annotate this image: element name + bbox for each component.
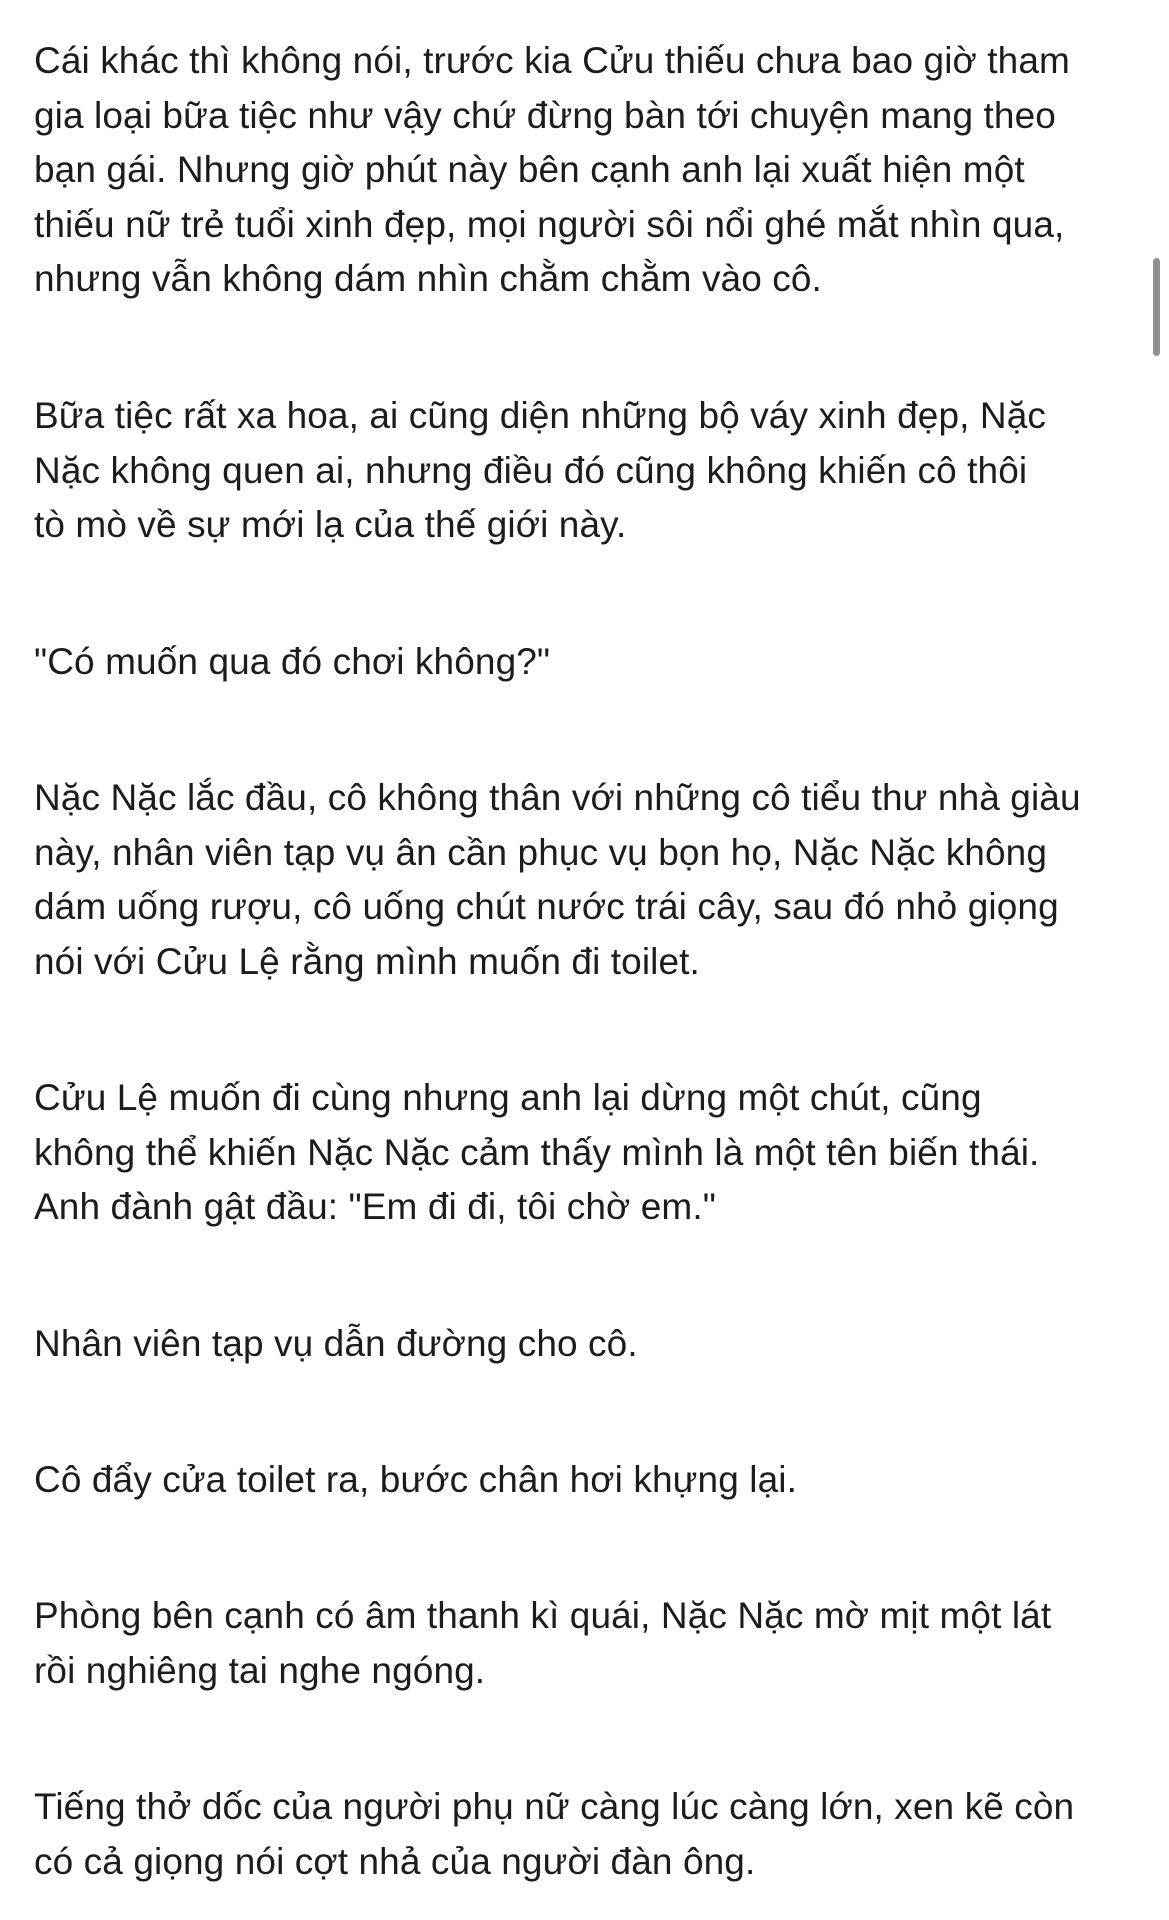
text-line: không thể khiến Nặc Nặc cảm thấy mình là một tên biến thái. [34, 1131, 1040, 1173]
paragraph-5 [34, 1071, 1134, 1235]
text-line: Nhân viên tạp vụ dẫn đường cho cô. [34, 1323, 638, 1364]
paragraph-6 [34, 1317, 1134, 1372]
text-line: thiếu nữ trẻ tuổi xinh đẹp, mọi người sôi nổi ghé mắt nhìn qua, [34, 203, 1065, 245]
paragraph-9 [34, 1780, 1134, 1889]
paragraph-4 [34, 771, 1134, 989]
paragraph-7 [34, 1453, 1134, 1508]
text-line: nhưng vẫn không dám nhìn chằm chằm vào cô. [34, 258, 822, 299]
text-line: Cái khác thì không nói, trước kia Cửu thiếu chưa bao giờ tham [34, 40, 1070, 81]
paragraph-8 [34, 1589, 1134, 1698]
text-line: có cả giọng nói cợt nhả của người đàn ông. [34, 1840, 756, 1882]
paragraph-1 [34, 34, 1134, 307]
text-line: nói với Cửu Lệ rằng mình muốn đi toilet. [34, 940, 700, 982]
text-line: Tiếng thở dốc của người phụ nữ càng lúc càng lớn, xen kẽ còn [34, 1786, 1075, 1827]
text-line: Cô đẩy cửa toilet ra, bước chân hơi khựng lại. [34, 1459, 797, 1500]
paragraph-2 [34, 389, 1134, 553]
text-line: này, nhân viên tạp vụ ân cần phục vụ bọn họ, Nặc Nặc không [34, 831, 1048, 873]
text-line: gia loại bữa tiệc như vậy chứ đừng bàn tới chuyện mang theo [34, 94, 1056, 136]
text-line: rồi nghiêng tai nghe ngóng. [34, 1649, 486, 1691]
paragraph-3 [34, 635, 1134, 690]
text-line: Cửu Lệ muốn đi cùng nhưng anh lại dừng một chút, cũng [34, 1077, 982, 1118]
text-line: Anh đành gật đầu: "Em đi đi, tôi chờ em." [34, 1186, 716, 1227]
text-line: Phòng bên cạnh có âm thanh kì quái, Nặc Nặc mờ mịt một lát [34, 1595, 1052, 1636]
text-line: Nặc không quen ai, nhưng điều đó cũng không khiến cô thôi [34, 449, 1028, 491]
text-line: Nặc Nặc lắc đầu, cô không thân với những cô tiểu thư nhà giàu [34, 777, 1081, 818]
text-line: tò mò về sự mới lạ của thế giới này. [34, 504, 627, 545]
text-line: dám uống rượu, cô uống chút nước trái cây, sau đó nhỏ giọng [34, 886, 1059, 927]
text-line: "Có muốn qua đó chơi không?" [34, 641, 551, 682]
text-line: bạn gái. Nhưng giờ phút này bên cạnh anh lại xuất hiện một [34, 149, 1025, 190]
scrollbar-thumb[interactable] [1153, 258, 1160, 356]
text-line: Bữa tiệc rất xa hoa, ai cũng diện những bộ váy xinh đẹp, Nặc [34, 395, 1046, 436]
